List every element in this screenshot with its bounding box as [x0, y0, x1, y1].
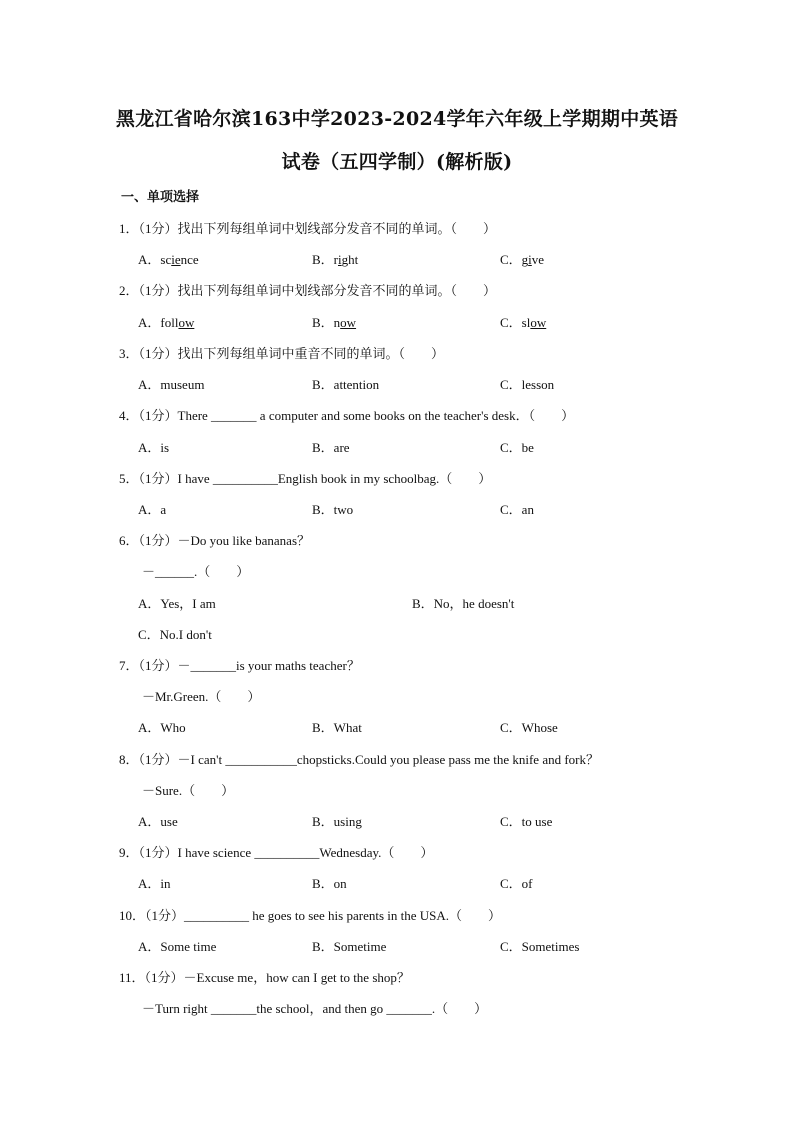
question-7-option-c: C．Whose: [500, 720, 558, 735]
section-heading: 一、单项选择: [121, 190, 200, 205]
question-6-response: －______.（ ）: [142, 564, 250, 579]
question-1-option-a: A．science: [138, 252, 199, 267]
question-10-option-c: C．Sometimes: [500, 939, 580, 954]
question-3-option-a: A．museum: [138, 377, 205, 392]
question-4-stem: 4．（1分）There _______ a computer and some books on the teacher's desk．（ ）: [119, 408, 575, 423]
question-9-option-b: B．on: [312, 876, 347, 891]
question-4-option-c: C．be: [500, 440, 534, 455]
question-7-response: －Mr.Green.（ ）: [142, 689, 261, 704]
question-2-option-b: B．now: [312, 315, 357, 330]
question-4-option-b: B．are: [312, 440, 350, 455]
page-title-line-1: 黑龙江省哈尔滨163中学2023-2024学年六年级上学期期中英语: [115, 108, 679, 130]
question-7-option-b: B．What: [312, 720, 362, 735]
underlined-letters: ow: [340, 315, 357, 330]
underlined-letters: ie: [171, 252, 181, 267]
question-8-option-b: B．using: [312, 814, 362, 829]
question-10-stem: 10．（1分）__________ he goes to see his parents in the USA.（ ）: [119, 908, 502, 923]
question-2-option-c: C．slow: [500, 315, 547, 330]
question-9-stem: 9．（1分）I have science __________Wednesday.（ ）: [119, 845, 434, 860]
question-6-option-a: A．Yes，I am: [138, 596, 216, 611]
question-5-stem: 5．（1分）I have __________English book in my schoolbag.（ ）: [119, 471, 492, 486]
question-8-response: －Sure.（ ）: [142, 783, 235, 798]
question-6-option-b: B．No，he doesn't: [412, 596, 515, 611]
question-3-option-c: C．lesson: [500, 377, 555, 392]
question-2-option-a: A．follow: [138, 315, 195, 330]
question-1-option-c: C．give: [500, 252, 545, 267]
question-5-option-a: A．a: [138, 502, 167, 517]
question-3-stem: 3．（1分）找出下列每组单词中重音不同的单词。（ ）: [119, 346, 445, 361]
question-11-response: －Turn right _______the school，and then go _______.（ ）: [142, 1001, 488, 1016]
underlined-letters: i: [528, 252, 532, 267]
question-8-option-a: A．use: [138, 814, 178, 829]
question-8-option-c: C．to use: [500, 814, 553, 829]
question-10-option-a: A．Some time: [138, 939, 217, 954]
question-7-option-a: A．Who: [138, 720, 186, 735]
question-11-stem: 11．（1分）－Excuse me，how can I get to the shop？: [119, 970, 410, 985]
underlined-letters: ow: [530, 315, 547, 330]
question-9-option-a: A．in: [138, 876, 171, 891]
question-2-stem: 2．（1分）找出下列每组单词中划线部分发音不同的单词。（ ）: [119, 283, 497, 298]
question-1-stem: 1．（1分）找出下列每组单词中划线部分发音不同的单词。（ ）: [119, 221, 497, 236]
question-10-option-b: B．Sometime: [312, 939, 387, 954]
page-title-line-2: 试卷（五四学制）(解析版): [281, 151, 513, 173]
question-3-option-b: B．attention: [312, 377, 380, 392]
question-4-option-a: A．is: [138, 440, 170, 455]
question-8-stem: 8．（1分）－I can't ___________chopsticks.Could you please pass me the knife and fork？: [119, 752, 600, 767]
question-1-option-b: B．right: [312, 252, 359, 267]
question-5-option-b: B．two: [312, 502, 354, 517]
question-6-option-c: C．No.I don't: [138, 627, 212, 642]
question-7-stem: 7．（1分）－_______is your maths teacher？: [119, 658, 360, 673]
underlined-letters: ow: [178, 315, 195, 330]
question-5-option-c: C．an: [500, 502, 534, 517]
underlined-letters: i: [338, 252, 342, 267]
question-6-stem: 6．（1分）－Do you like bananas？: [119, 533, 311, 548]
question-9-option-c: C．of: [500, 876, 533, 891]
